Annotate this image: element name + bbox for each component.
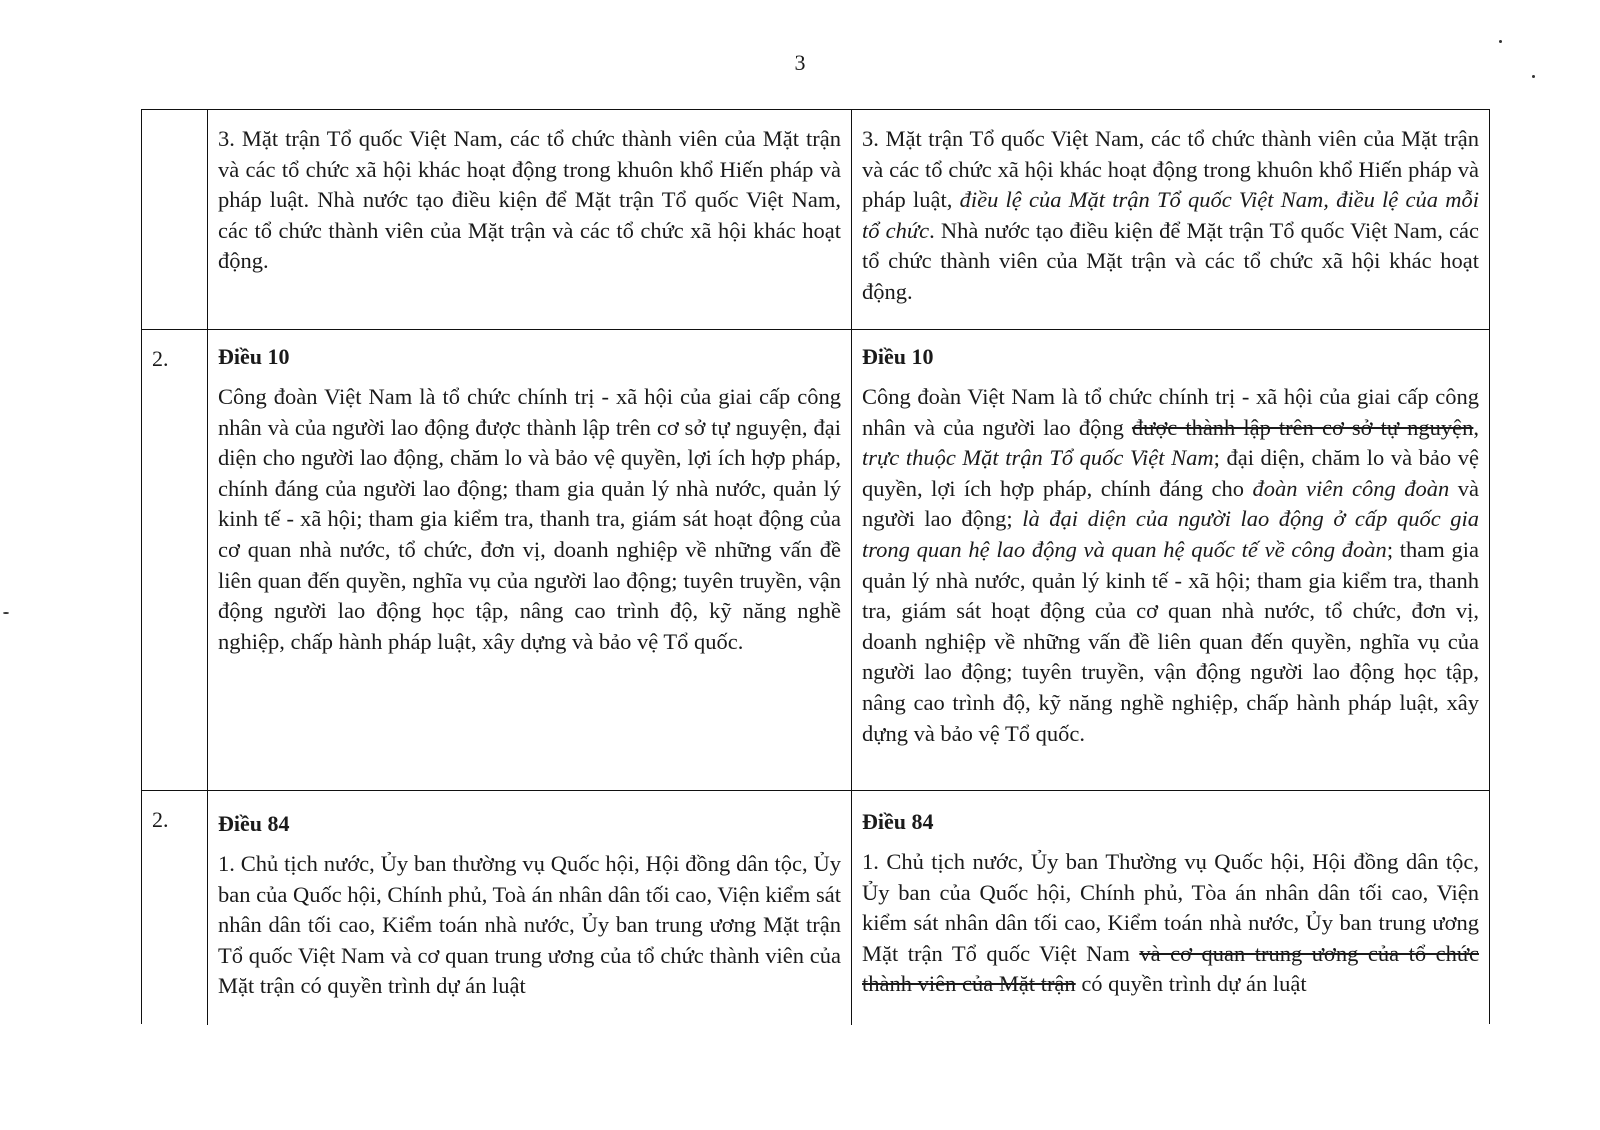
comparison-table bbox=[141, 109, 1490, 1024]
current-text: 3. Mặt trận Tổ quốc Việt Nam, các tổ chức thành viên của Mặt trận và các tổ chức xã hội khác hoạt động trong khuôn khổ Hiến pháp và pháp luật. Nhà nước tạo điều kiện để Mặt trận Tổ quốc Việt Nam, các tổ chức thành viên của Mặt trận và các tổ chức xã hội khác hoạt động. bbox=[218, 126, 841, 274]
text-unchanged: có quyền trình dự án luật bbox=[1075, 971, 1307, 997]
text-inserted: đoàn viên công đoàn bbox=[1252, 475, 1450, 501]
row-number-cell bbox=[142, 330, 208, 790]
text-deleted: được thành lập trên cơ sở tự nguyện bbox=[1131, 414, 1474, 440]
current-text: 1. Chủ tịch nước, Ủy ban thường vụ Quốc hội, Hội đồng dân tộc, Ủy ban của Quốc hội, Chính phủ, Toà án nhân dân tối cao, Viện kiểm sát nhân dân tối cao, Kiểm toán nhà nước, Ủy ban trung ương Mặt trận Tổ quốc Việt Nam và cơ quan trung ương của tổ chức thành viên của Mặt trận có quyền trình dự án luật bbox=[218, 851, 841, 999]
scan-speck bbox=[1499, 40, 1502, 43]
text-unchanged: , bbox=[1473, 414, 1480, 440]
text-inserted: điều lệ của Mặt trận Tổ quốc Việt Nam, điều lệ của mỗi tổ chức bbox=[862, 187, 1479, 243]
current-text: Công đoàn Việt Nam là tổ chức chính trị - xã hội của giai cấp công nhân và của người lao động được thành lập trên cơ sở tự nguyện, đại diện cho người lao động, chăm lo và bảo vệ quyền, lợi ích hợp pháp, chính đáng của người lao động; tham gia quản lý nhà nước, quản lý kinh tế - xã hội; tham gia kiểm tra, thanh tra, giám sát hoạt động của cơ quan nhà nước, tổ chức, đơn vị, doanh nghiệp về những vấn đề liên quan đến quyền, nghĩa vụ của người lao động; tuyên truyền, vận động người lao động học tập, nâng cao trình độ, kỹ năng nghề nghiệp, chấp hành pháp luật, xây dựng và bảo vệ Tổ quốc. bbox=[218, 384, 841, 654]
text-unchanged: 1. Chủ tịch nước, Ủy ban Thường vụ Quốc hội, Hội đồng dân tộc, Ủy ban của Quốc hội, Chính phủ, Tòa án nhân dân tối cao, Viện kiểm sát nhân dân tối cao, Kiểm toán nhà nước, Ủy ban trung ương Mặt trận Tổ quốc Việt Nam bbox=[862, 849, 1479, 966]
row-number-cell bbox=[142, 110, 208, 329]
text-inserted: trực thuộc Mặt trận Tổ quốc Việt Nam bbox=[862, 445, 1214, 471]
article-heading: Điều 10 bbox=[862, 344, 934, 369]
text-deleted: và cơ quan trung ương của tổ chức thành viên của Mặt trận bbox=[862, 940, 1480, 997]
row-number: 2. bbox=[152, 346, 169, 371]
current-text-cell bbox=[208, 330, 852, 790]
text-unchanged: ; đại diện, chăm lo và bảo vệ quyền, lợi ích hợp pháp, chính đáng cho bbox=[862, 445, 1479, 501]
amended-text-cell bbox=[852, 330, 1489, 790]
row-number: 2. bbox=[152, 807, 169, 832]
page-number: 3 bbox=[794, 50, 806, 75]
scan-speck bbox=[1532, 75, 1535, 78]
article-heading: Điều 84 bbox=[218, 811, 290, 836]
table-row bbox=[142, 329, 1489, 790]
amended-text-cell bbox=[852, 110, 1489, 329]
article-heading: Điều 10 bbox=[218, 344, 290, 369]
text-unchanged: và người lao động; bbox=[862, 475, 1479, 532]
amended-text bbox=[862, 847, 1479, 1000]
text-inserted: là đại diện của người lao động ở cấp quốc gia trong quan hệ lao động và quan hệ quốc tế về công đoàn bbox=[862, 506, 1479, 562]
text-unchanged: Công đoàn Việt Nam là tổ chức chính trị - xã hội của giai cấp công nhân và của người lao động bbox=[862, 384, 1479, 440]
table-row bbox=[142, 110, 1489, 329]
text-unchanged: ; tham gia quản lý nhà nước, quản lý kinh tế - xã hội; tham gia kiểm tra, thanh tra, giám sát hoạt động của cơ quan nhà nước, tổ chức, đơn vị, doanh nghiệp về những vấn đề liên quan đến quyền, nghĩa vụ của người lao động; tuyên truyền, vận động người lao động học tập, nâng cao trình độ, kỹ năng nghề nghiệp, chấp hành pháp luật, xây dựng và bảo vệ Tổ quốc. bbox=[862, 536, 1479, 746]
table-row bbox=[142, 790, 1489, 1025]
article-heading: Điều 84 bbox=[862, 809, 934, 834]
current-text-cell bbox=[208, 791, 852, 1025]
text-unchanged: . Nhà nước tạo điều kiện để Mặt trận Tổ quốc Việt Nam, các tổ chức thành viên của Mặt trận và các tổ chức xã hội khác hoạt động. bbox=[862, 217, 1479, 304]
amended-text-cell bbox=[852, 791, 1489, 1025]
row-number-cell bbox=[142, 791, 208, 1025]
current-text-cell bbox=[208, 110, 852, 329]
text-unchanged: 3. Mặt trận Tổ quốc Việt Nam, các tổ chức thành viên của Mặt trận và các tổ chức xã hội khác hoạt động trong khuôn khổ Hiến pháp và pháp luật, bbox=[862, 126, 1479, 213]
amended-text bbox=[862, 124, 1479, 308]
amended-text bbox=[862, 382, 1479, 749]
scan-speck bbox=[3, 612, 9, 614]
